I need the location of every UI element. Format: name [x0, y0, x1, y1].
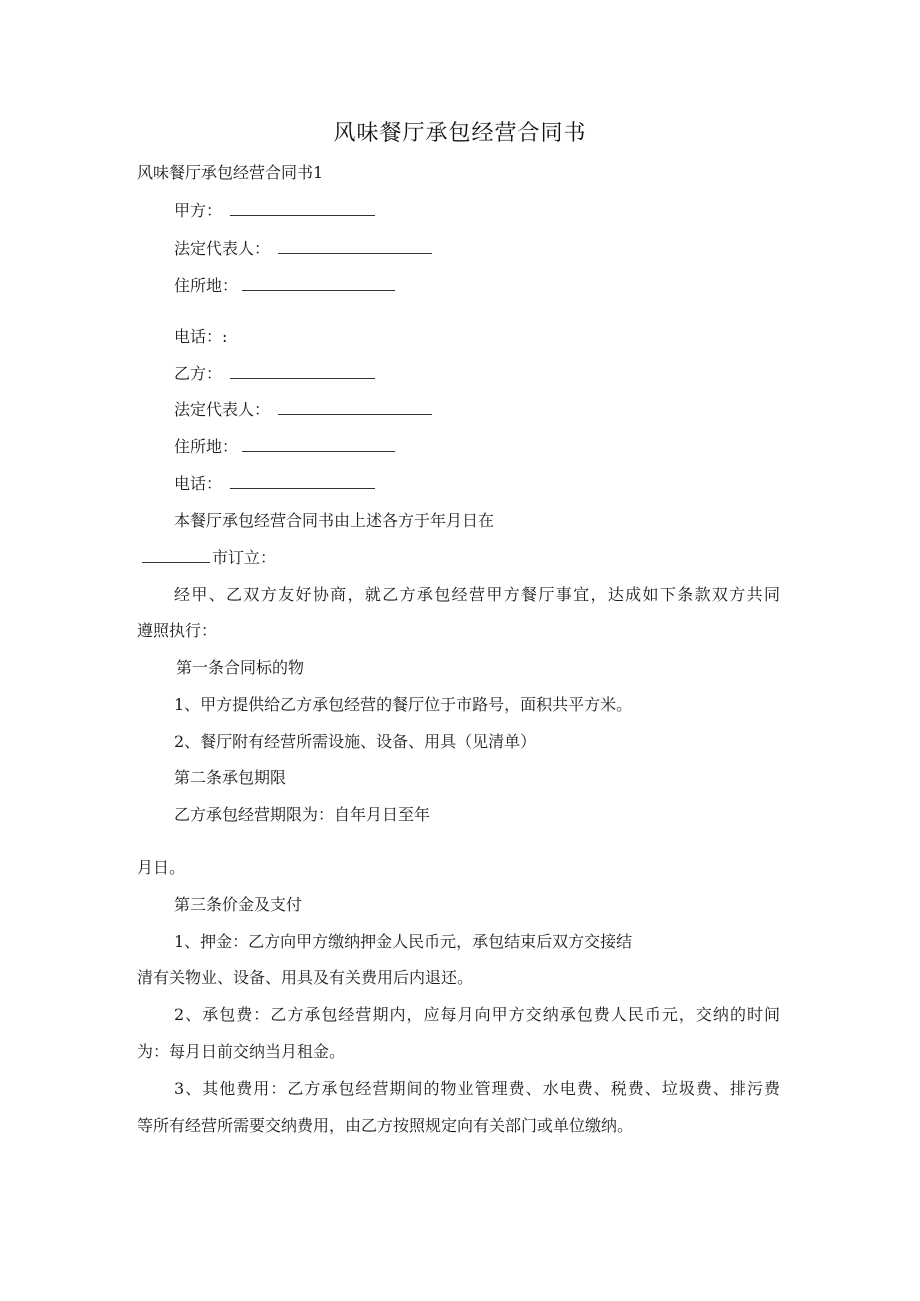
signing-line-1: 本餐厅承包经营合同书由上述各方于年月日在 [174, 511, 495, 530]
article-3-item-1-line-2: 清有关物业、设备、用具及有关费用后内退还。 [137, 968, 474, 987]
party-b-phone-line [174, 474, 375, 494]
article-3-item-3-line-1: 3、其他费用：乙方承包经营期间的物业管理费、水电费、税费、垃圾费、排污费 [174, 1079, 780, 1098]
party-a-rep-blank [278, 239, 432, 254]
party-a-address-label: 住所地： [174, 276, 239, 295]
party-a-blank [230, 201, 375, 216]
party-a-phone-label: 电话：: [174, 327, 228, 346]
party-b-phone-label: 电话： [174, 474, 223, 493]
signing-line-2 [142, 548, 276, 568]
party-a-address-blank [242, 276, 395, 291]
article-1-item-1: 1、甲方提供给乙方承包经营的餐厅位于市路号，面积共平方米。 [174, 695, 633, 714]
article-1-heading: 第一条合同标的物 [176, 658, 305, 677]
article-1-item-2: 2、餐厅附有经营所需设施、设备、用具（见清单） [174, 732, 537, 751]
article-3-heading: 第三条价金及支付 [174, 895, 303, 914]
party-b-rep-blank [278, 400, 432, 415]
party-a-address-line [174, 276, 395, 296]
article-3-item-3-line-2: 等所有经营所需要交纳费用，由乙方按照规定向有关部门或单位缴纳。 [137, 1116, 634, 1135]
intro-line-1: 经甲、乙双方友好协商，就乙方承包经营甲方餐厅事宜，达成如下条款双方共同 [174, 585, 780, 604]
party-a-line [174, 201, 375, 221]
signing-city-label: 市订立： [212, 548, 277, 567]
party-b-phone-blank [230, 474, 375, 489]
article-2-line-2: 月日。 [137, 858, 186, 877]
party-a-rep-label: 法定代表人： [174, 239, 271, 258]
article-3-item-1-line-1: 1、押金：乙方向甲方缴纳押金人民币元，承包结束后双方交接结 [174, 932, 633, 951]
article-2-line-1: 乙方承包经营期限为：自年月日至年 [174, 805, 431, 824]
party-b-address-line [174, 437, 395, 457]
party-b-label: 乙方： [174, 364, 223, 383]
party-b-address-blank [242, 437, 395, 452]
document-subtitle: 风味餐厅承包经营合同书1 [137, 163, 324, 182]
party-b-line [174, 364, 375, 384]
signing-city-blank [142, 548, 210, 563]
party-b-address-label: 住所地： [174, 437, 239, 456]
party-a-label: 甲方： [174, 201, 223, 220]
party-b-rep-label: 法定代表人： [174, 400, 271, 419]
article-2-heading: 第二条承包期限 [174, 768, 287, 787]
party-a-rep-line [174, 239, 432, 259]
party-b-blank [230, 364, 375, 379]
article-3-item-2-line-1: 2、承包费：乙方承包经营期内，应每月向甲方交纳承包费人民币元，交纳的时间 [174, 1005, 780, 1024]
article-3-item-2-line-2: 为：每月日前交纳当月租金。 [137, 1042, 346, 1061]
intro-line-2: 遵照执行： [137, 621, 218, 640]
party-b-rep-line [174, 400, 432, 420]
document-title: 风味餐厅承包经营合同书 [333, 121, 587, 146]
